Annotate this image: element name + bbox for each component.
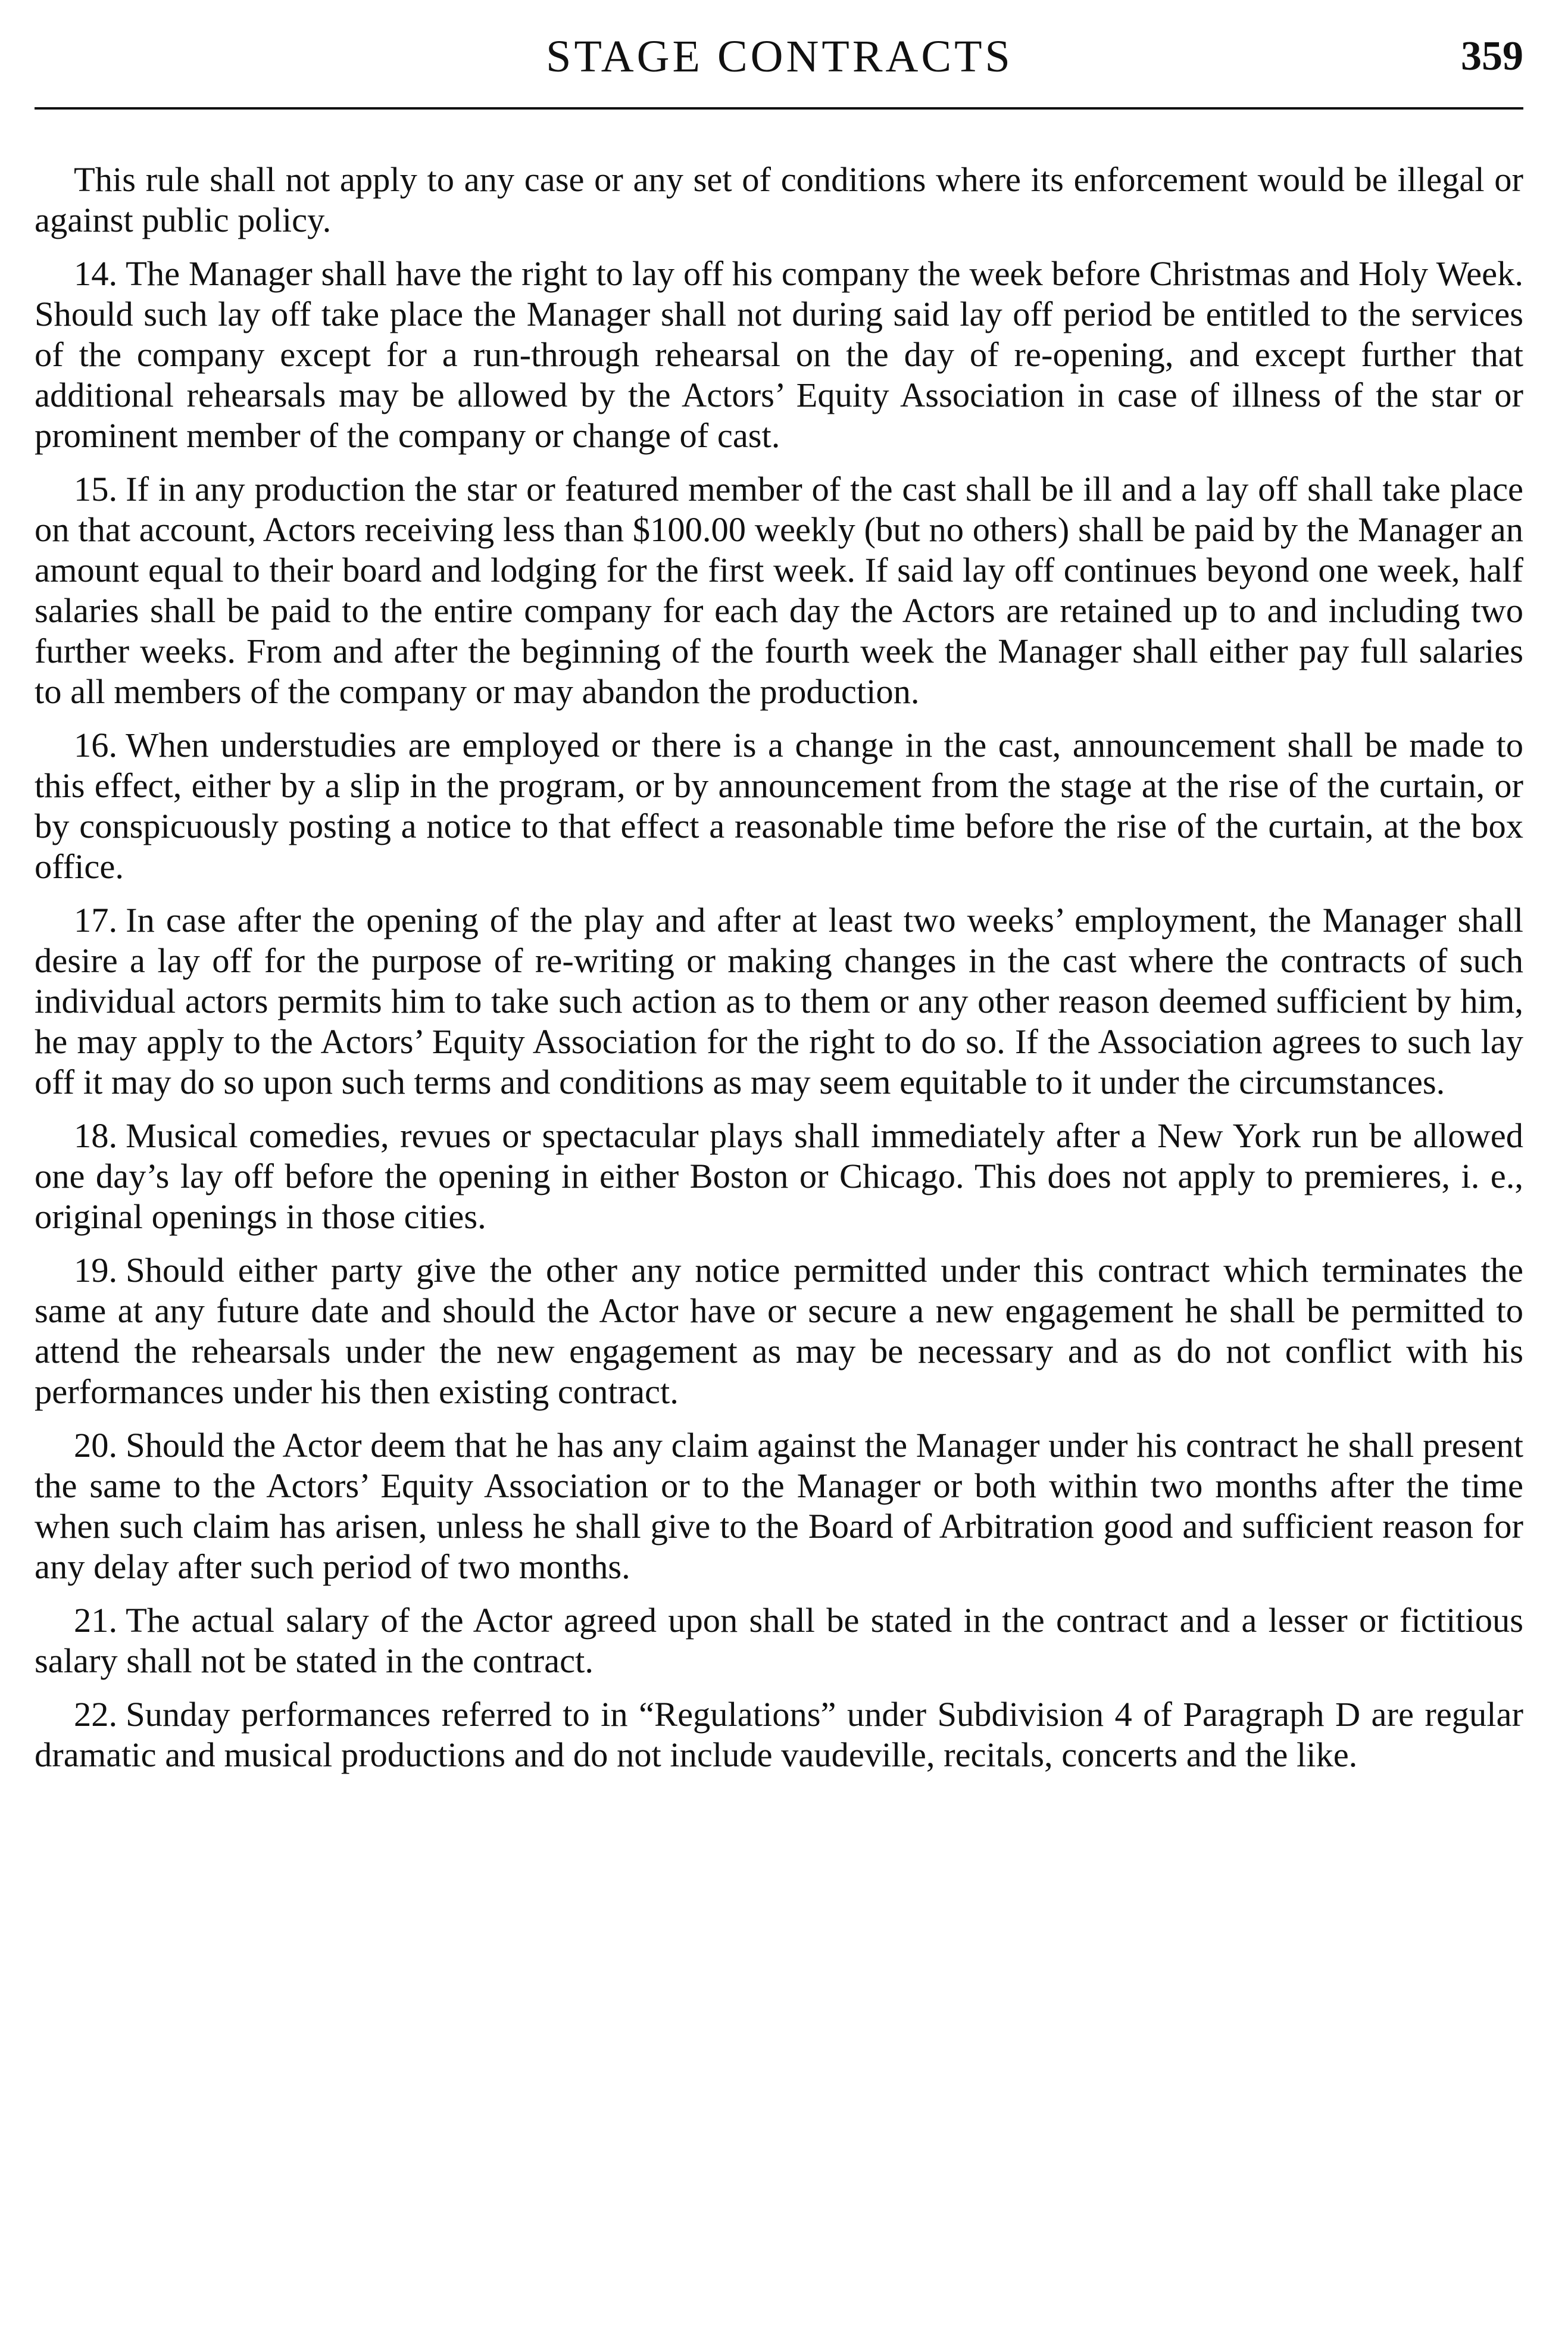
paragraph-17 [35, 900, 1523, 1103]
paragraph-22 [35, 1694, 1523, 1775]
paragraph-21 [35, 1600, 1523, 1681]
paragraph-number: 15. [74, 470, 118, 508]
running-header [36, 24, 1523, 89]
paragraph-number: 16. [74, 726, 118, 764]
paragraph-20 [35, 1425, 1523, 1587]
paragraph-number: 14. [74, 254, 118, 293]
intro-paragraph: This rule shall not apply to any case or any set of conditions where its enforcement would be illegal or against public policy. [35, 160, 1523, 239]
paragraph-text: Sunday performances referred to in “Regulations” under Subdivision 4 of Paragraph D are regular dramatic and musical productions and do not include vaudeville, recitals, concerts and the like. [35, 1695, 1523, 1774]
paragraph-number: 19. [74, 1251, 118, 1290]
paragraph-16 [35, 725, 1523, 887]
page-title: STAGE CONTRACTS [546, 32, 1013, 82]
body-text [35, 160, 1523, 1788]
header-rule [35, 107, 1523, 110]
paragraph-number: 18. [74, 1116, 118, 1155]
paragraph-number: 21. [74, 1601, 118, 1640]
paragraph-text: Should either party give the other any notice permitted under this contract which terminates the same at any future date and should the Actor have or secure a new engagement he shall be permitted to attend the rehearsals under the new engagement as may be necessary and as do not conflict with his performances under his then existing contract. [35, 1251, 1523, 1411]
paragraph-text: If in any production the star or featured member of the cast shall be ill and a lay off shall take place on that account, Actors receiving less than $100.00 weekly (but no others) shall be paid by the Manager an amount equal to their board and lodging for the first week. If said lay off continues beyond one week, half salaries shall be paid to the entire company for each day the Actors are retained up to and including two further weeks. From and after the beginning of the fourth week the Manager shall either pay full salaries to all members of the company or may abandon the production. [35, 470, 1523, 711]
paragraph-15 [35, 469, 1523, 712]
paragraph-14 [35, 254, 1523, 456]
paragraph-18 [35, 1116, 1523, 1237]
paragraph-text: Should the Actor deem that he has any claim against the Manager under his contract he shall present the same to the Actors’ Equity Association or to the Manager or both within two months after the time when such claim has arisen, unless he shall give to the Board of Arbitration good and sufficient reason for any delay after such period of two months. [35, 1426, 1523, 1586]
paragraph-text: When understudies are employed or there is a change in the cast, announcement shall be made to this effect, either by a slip in the program, or by announcement from the stage at the rise of the curtain, or by conspicuously posting a notice to that effect a reasonable time before the rise of the curtain, at the box office. [35, 726, 1523, 886]
paragraph-number: 22. [74, 1695, 118, 1734]
paragraph-text: The actual salary of the Actor agreed upon shall be stated in the contract and a lesser or fictitious salary shall not be stated in the contract. [35, 1601, 1523, 1680]
paragraph-text: In case after the opening of the play and after at least two weeks’ employment, the Manager shall desire a lay off for the purpose of re-writing or making changes in the cast where the contracts of such individual actors permits him to take such action as to them or any other reason deemed sufficient by him, he may apply to the Actors’ Equity Association for the right to do so. If the Association agrees to such lay off it may do so upon such terms and conditions as may seem equitable to it under the circumstances. [35, 901, 1523, 1101]
paragraph-number: 17. [74, 901, 118, 939]
page-number: 359 [1461, 33, 1523, 79]
paragraph-text: Musical comedies, revues or spectacular plays shall immediately after a New York run be allowed one day’s lay off before the opening in either Boston or Chicago. This does not apply to premieres, i. e., original openings in those cities. [35, 1116, 1523, 1236]
paragraph-19 [35, 1250, 1523, 1412]
paragraph-number: 20. [74, 1426, 118, 1465]
paragraph-text: The Manager shall have the right to lay off his company the week before Christmas and Holy Week. Should such lay off take place the Manager shall not during said lay off period be entitled to the services of the company except for a run-through rehearsal on the day of re-opening, and except further that additional rehearsals may be allowed by the Actors’ Equity Association in case of illness of the star or prominent member of the company or change of cast. [35, 254, 1523, 455]
